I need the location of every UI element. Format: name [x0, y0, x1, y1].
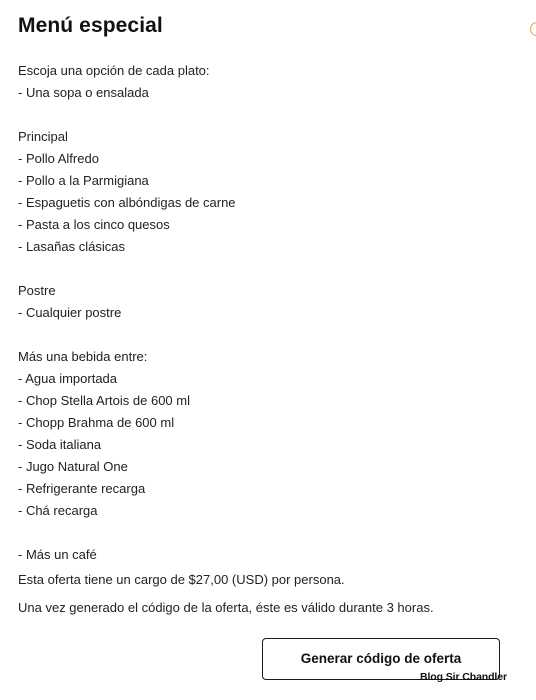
menu-description	[18, 60, 518, 566]
menu-line: Más una bebida entre:	[18, 349, 148, 364]
menu-line: - Cualquier postre	[18, 305, 122, 320]
menu-line: - Agua importada	[18, 371, 118, 386]
menu-line: - Una sopa o ensalada	[18, 85, 149, 100]
menu-spacer	[18, 258, 518, 280]
menu-line: - Pollo Alfredo	[18, 151, 99, 166]
menu-spacer	[18, 324, 518, 346]
menu-line: - Pollo a la Parmigiana	[18, 173, 149, 188]
menu-line: - Refrigerante recarga	[18, 481, 146, 496]
menu-line: - Jugo Natural One	[18, 459, 128, 474]
menu-line: - Lasañas clásicas	[18, 239, 125, 254]
menu-line: - Soda italiana	[18, 437, 102, 452]
menu-line: - Chopp Brahma de 600 ml	[18, 415, 175, 430]
page-title: Menú especial	[18, 14, 163, 37]
menu-spacer	[18, 104, 518, 126]
menu-line: Postre	[18, 283, 56, 298]
offer-price-text: Esta oferta tiene un cargo de $27,00 (USD) por persona.	[18, 572, 345, 587]
offer-validity-text: Una vez generado el código de la oferta, éste es válido durante 3 horas.	[18, 600, 434, 615]
menu-line: Principal	[18, 129, 68, 144]
loading-spinner-icon	[530, 22, 536, 36]
generate-offer-code-button[interactable]: Generar código de oferta	[262, 638, 500, 680]
menu-line: - Chá recarga	[18, 503, 98, 518]
menu-spacer	[18, 522, 518, 544]
menu-line: - Pasta a los cinco quesos	[18, 217, 170, 232]
menu-line: - Más un café	[18, 547, 97, 562]
menu-line: Escoja una opción de cada plato:	[18, 63, 210, 78]
watermark-text: Blog Sir Chandler	[420, 671, 507, 683]
menu-line: - Chop Stella Artois de 600 ml	[18, 393, 190, 408]
menu-line: - Espaguetis con albóndigas de carne	[18, 195, 236, 210]
